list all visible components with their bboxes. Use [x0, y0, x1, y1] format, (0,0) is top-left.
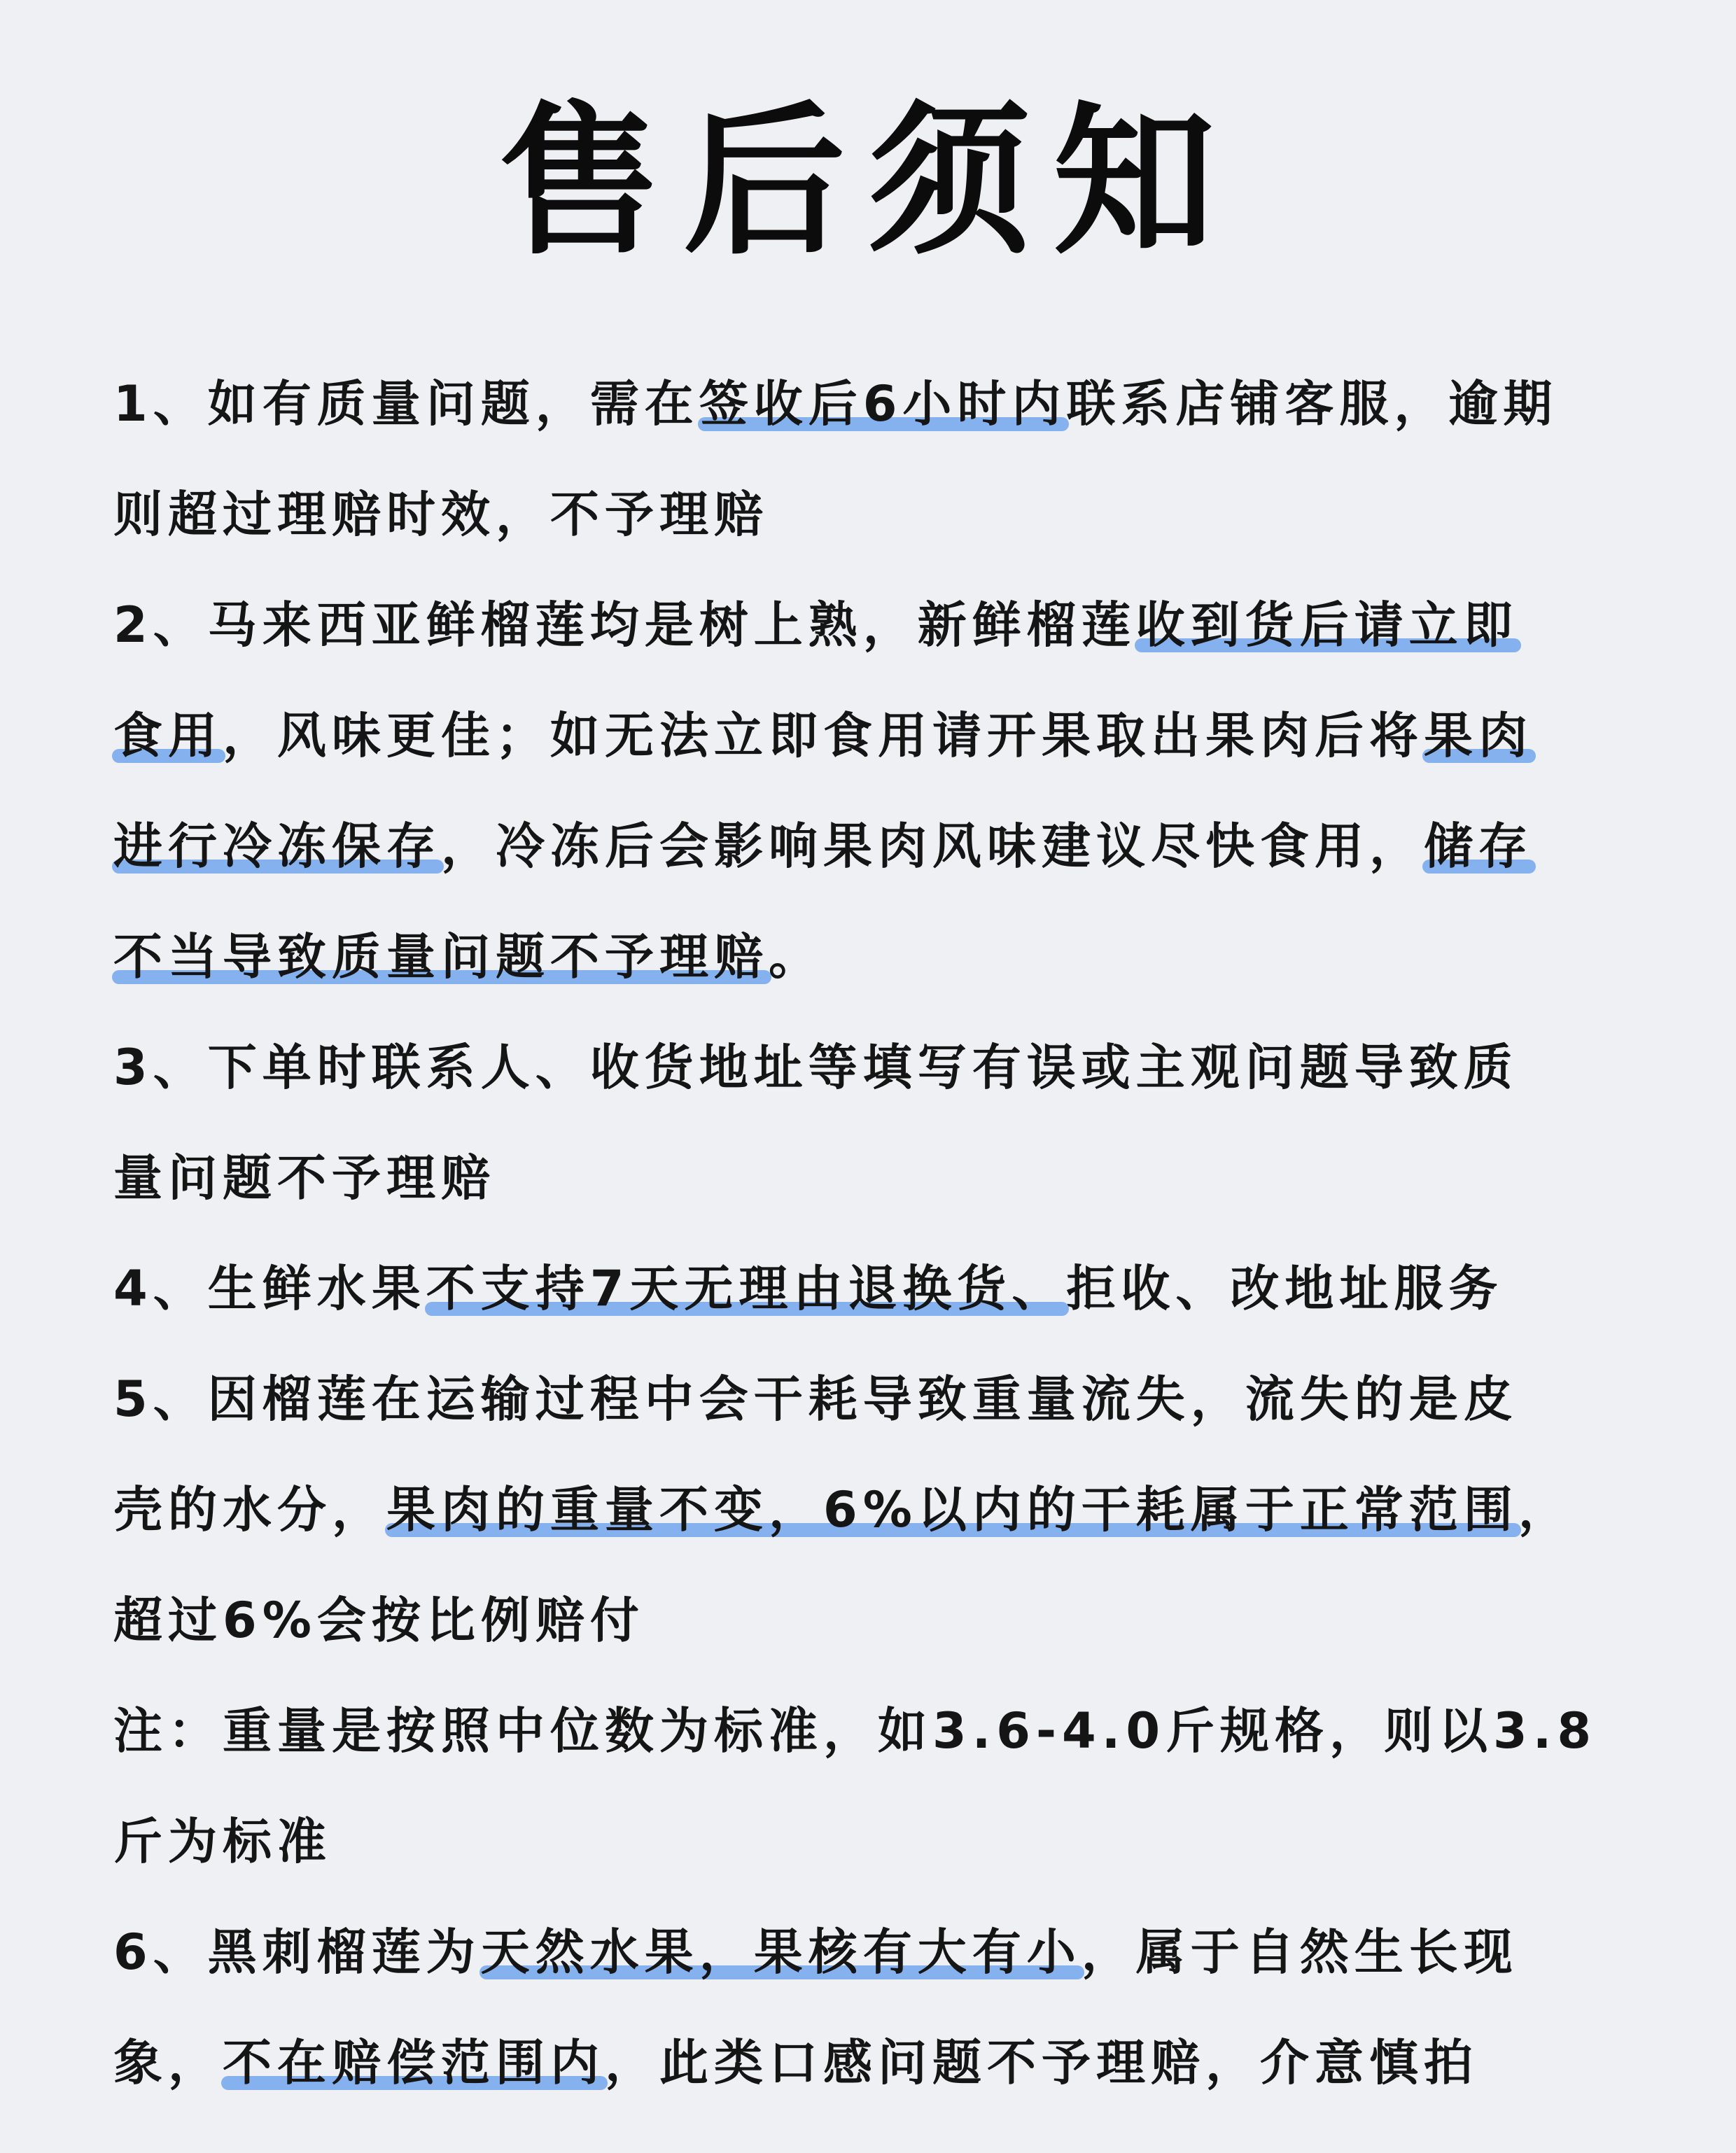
text-segment: 拒收、改地址服务	[1066, 1260, 1504, 1317]
rule-line	[113, 2031, 1478, 2094]
highlighted-text: 储存	[1424, 818, 1533, 875]
rule-line	[113, 704, 1533, 767]
text-segment: 则超过理赔时效，不予理赔	[113, 486, 769, 543]
highlighted-text: 果肉	[1424, 707, 1533, 764]
rule-line	[113, 925, 823, 988]
highlighted-text: 不支持7天无理由退换货、	[426, 1260, 1067, 1317]
highlighted-text: 天然水果，果核有大有小	[480, 1923, 1082, 1981]
rule-line	[113, 1589, 645, 1652]
text-segment: 6、黑刺榴莲为	[113, 1923, 481, 1981]
rule-line	[113, 1478, 1573, 1541]
text-segment: ，属于自然生长现	[1081, 1923, 1518, 1981]
highlighted-text: 进行冷冻保存	[113, 818, 441, 875]
text-segment: ，风味更佳；如无法立即食用请开果取出果肉后将	[223, 707, 1424, 764]
highlighted-text: 收到货后请立即	[1135, 596, 1518, 654]
rule-line	[113, 1368, 1518, 1431]
rule-line	[113, 1257, 1503, 1320]
text-segment: 。	[769, 928, 823, 986]
rule-line	[113, 1036, 1518, 1099]
text-segment: 1、如有质量问题，需在	[113, 375, 699, 433]
highlighted-text: 签收后6小时内	[699, 375, 1067, 433]
highlighted-text: 不当导致质量问题不予理赔	[113, 928, 769, 986]
highlighted-text: 果肉的重量不变，6%以内的干耗属于正常范围	[386, 1481, 1518, 1538]
rule-line	[113, 594, 1518, 657]
text-segment: ，冷冻后会影响果肉风味建议尽快食用，	[441, 818, 1424, 875]
rule-line	[113, 483, 769, 546]
text-segment: 2、马来西亚鲜榴莲均是树上熟，新鲜榴莲	[113, 596, 1136, 654]
text-segment: 象，	[113, 2034, 223, 2091]
text-segment: ，	[1518, 1481, 1573, 1538]
highlighted-text: 不在赔偿范围内	[223, 2034, 605, 2091]
rule-line	[113, 1810, 332, 1873]
rule-line	[113, 815, 1533, 878]
rule-line	[113, 1146, 496, 1209]
text-segment: 联系店铺客服，逾期	[1066, 375, 1558, 433]
page-title: 售后须知	[498, 87, 1238, 276]
text-segment: 超过6%会按比例赔付	[113, 1592, 645, 1649]
text-segment: 量问题不予理赔	[113, 1149, 496, 1207]
rule-line	[113, 1921, 1518, 1984]
text-segment: 3、下单时联系人、收货地址等填写有误或主观问题导致质	[113, 1039, 1518, 1096]
highlighted-text: 食用	[113, 707, 223, 764]
text-segment: 4、生鲜水果	[113, 1260, 426, 1317]
text-segment: 壳的水分，	[113, 1481, 386, 1538]
text-segment: 斤为标准	[113, 1813, 332, 1870]
rule-line	[113, 1699, 1597, 1762]
rule-line	[113, 372, 1558, 435]
text-segment: 5、因榴莲在运输过程中会干耗导致重量流失，流失的是皮	[113, 1370, 1518, 1428]
text-segment: 注：重量是按照中位数为标准，如3.6-4.0斤规格，则以3.8	[113, 1702, 1597, 1760]
text-segment: ，此类口感问题不予理赔，介意慎拍	[605, 2034, 1478, 2091]
